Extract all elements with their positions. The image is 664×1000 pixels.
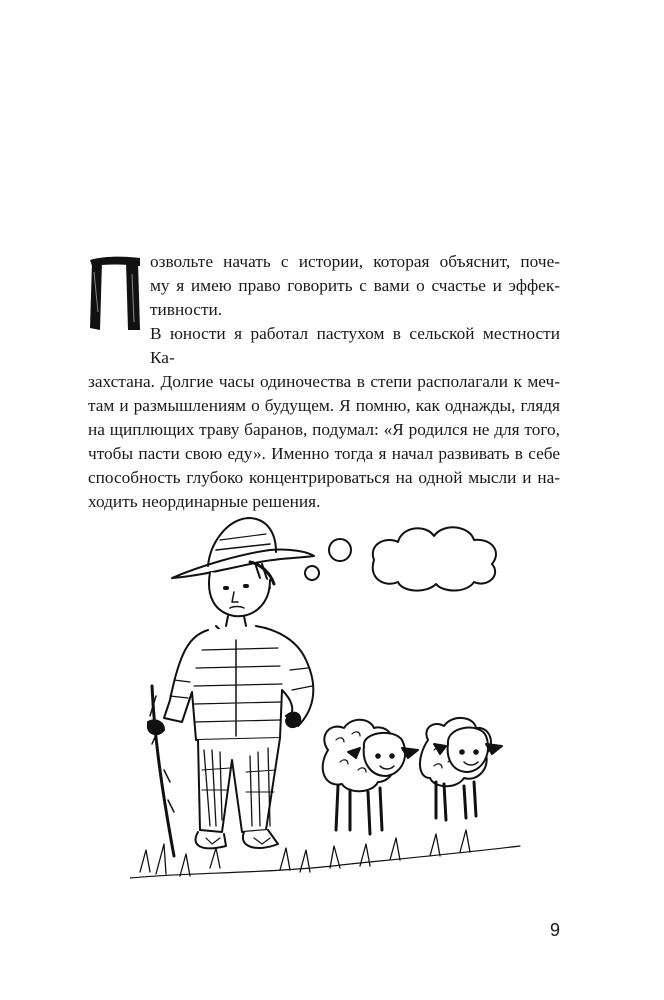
paragraph-2-line-7: ходить неординарные решения. (88, 492, 321, 511)
paragraph-2-line-4: на щиплющих траву баранов, подумал: «Я родился не для того, (88, 420, 560, 439)
paragraph-2-line-5: чтобы пасти свою еду». Именно тогда я начал развивать в себе (88, 444, 560, 463)
sheep-left (323, 720, 418, 834)
thought-bubble-medium (329, 539, 351, 561)
paragraph-1-line-3: тивности. (150, 300, 223, 319)
hat-brim (172, 549, 314, 578)
shepherd-illustration (130, 500, 530, 900)
body-text (88, 250, 560, 514)
sheep-right (420, 718, 502, 820)
paragraph-1-line-2: му я имею право говорить с вами о счастье и эффек- (150, 276, 560, 295)
paragraph-2-line-3: там и размышлениям о будущем. Я помню, как однажды, глядя (88, 396, 560, 415)
thought-bubble-small (305, 566, 319, 580)
paragraph-2-line-1: В юности я работал пастухом в сельской местности Ка- (150, 324, 560, 367)
grass (140, 830, 470, 876)
paragraph-2-line-2: захстана. Долгие часы одиночества в степи располагали к меч- (88, 372, 560, 391)
paragraph-1-line-1: озвольте начать с истории, которая объяснит, поче- (150, 252, 560, 271)
paragraph-2-line-6: способность глубоко концентрироваться на одной мысли и на- (88, 468, 560, 487)
thought-cloud (373, 527, 496, 590)
page-number: 9 (549, 920, 560, 940)
